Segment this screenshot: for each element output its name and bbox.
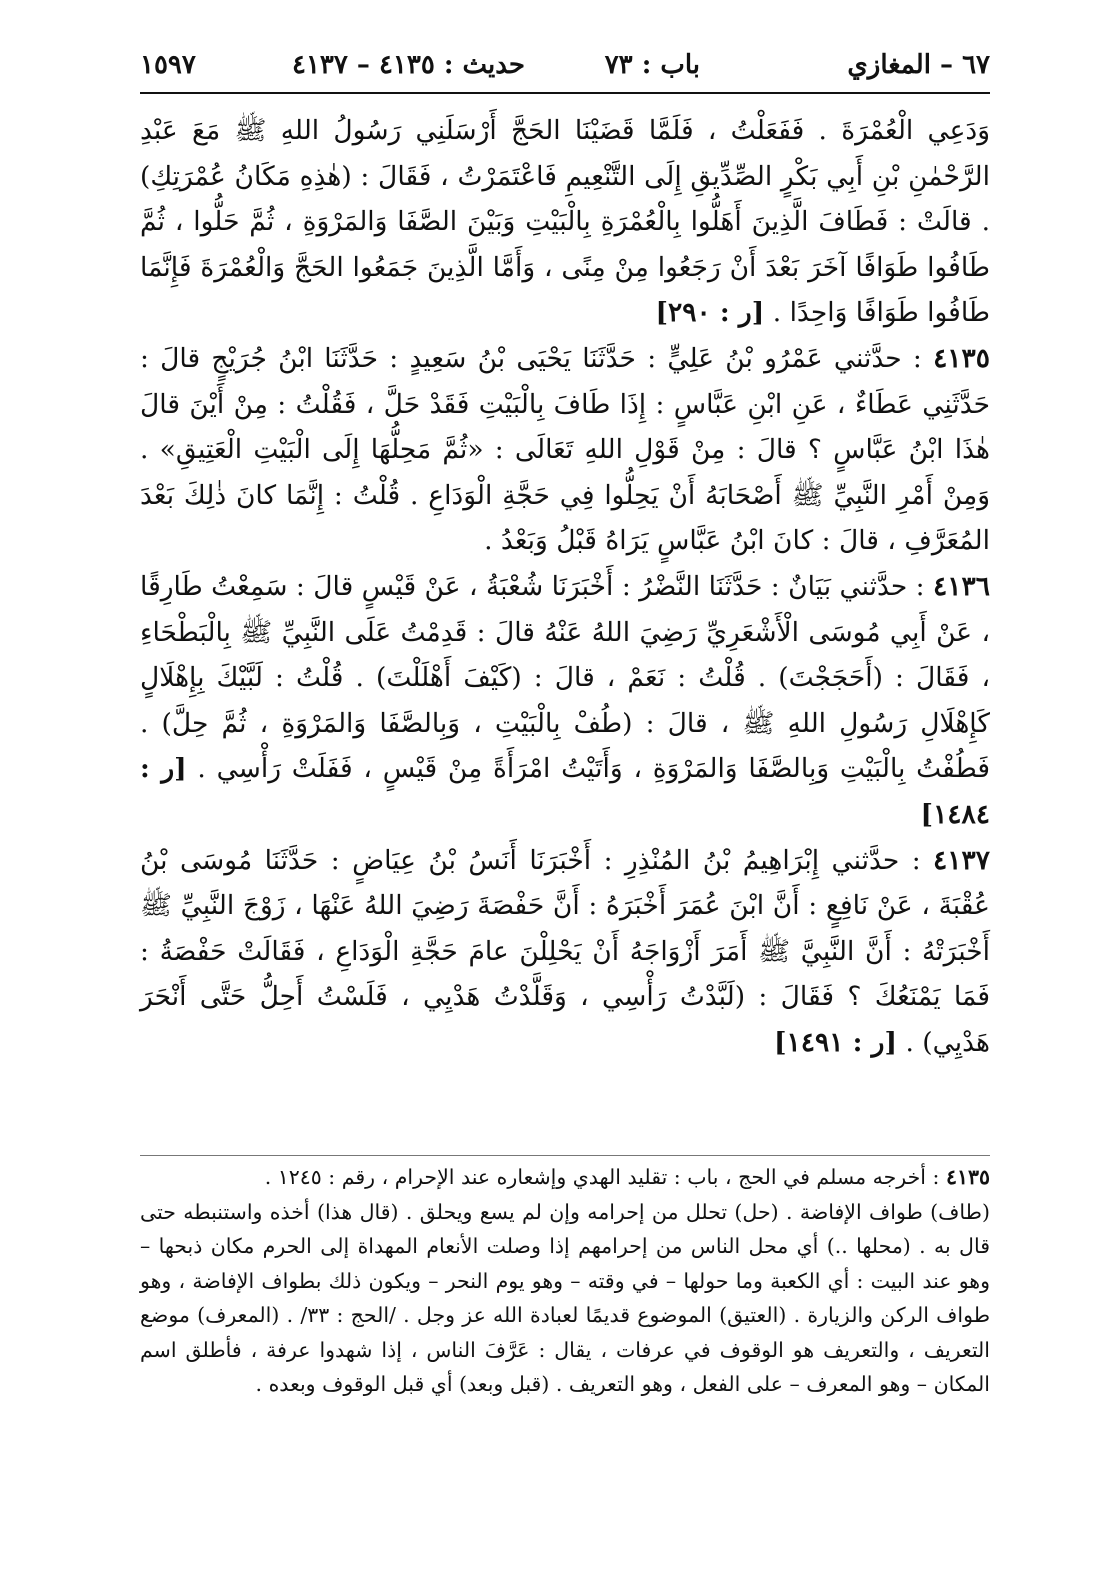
- footnote-source-text: : أخرجه مسلم في الحج ، باب : تقليد الهدي وإشعاره عند الإحرام ، رقم : ١٢٤٥ .: [264, 1165, 940, 1189]
- main-text: [140, 108, 990, 1065]
- header-divider: [140, 92, 990, 94]
- intro-paragraph: [140, 108, 990, 336]
- hadith-text: : حدَّثني بَيَانٌ : حَدَّثَنَا النَّضْرُ : أَخْبَرَنَا شُعْبَةُ ، عَنْ قَيْسٍ قالَ : سَمِعْتُ طَارِقًا ، عَنْ أَبِي مُوسَى الْأَشْعَرِيِّ رَضِيَ اللهُ عَنْهُ قالَ : قَدِمْتُ عَلَى النَّبِيِّ ﷺ بِالْبَطْحَاءِ ، فَقَالَ : (أَحَجَجْتَ) . قُلْتُ : نَعَمْ ، قالَ : (كَيْفَ أَهْلَلْتَ) . قُلْتُ : لَبَّيْكَ بِإِهْلَالٍ كَإِهْلَالِ رَسُولِ اللهِ ﷺ ، قالَ : (طُفْ بِالْبَيْتِ ، وَبِالصَّفَا وَالمَرْوَةِ ، ثُمَّ حِلَّ) . فَطُفْتُ بِالْبَيْتِ وَبِالصَّفَا وَالمَرْوَةِ ، وَأَتَيْتُ امْرَأَةً مِنْ قَيْسٍ ، فَفَلَتْ رَأْسِي .: [140, 570, 990, 785]
- intro-reference: [ر : ٢٩٠]: [655, 297, 765, 329]
- page-header: [140, 44, 990, 84]
- hadith-text: : حدَّثني إِبْرَاهِيمُ بْنُ المُنْذِرِ : أَخْبَرَنَا أَنَسُ بْنُ عِيَاضٍ : حَدَّثَنَا مُوسَى بْنُ عُقْبَةَ ، عَنْ نَافِعٍ : أَنَّ ابْنَ عُمَرَ أَخْبَرَهُ : أَنَّ حَفْصَةَ رَضِيَ اللهُ عَنْهَا ، زَوْجَ النَّبِيِّ ﷺ أَخْبَرَتْهُ : أَنَّ النَّبِيَّ ﷺ أَمَرَ أَزْوَاجَهُ أَنْ يَحْلِلْنَ عامَ حَجَّةِ الْوَدَاعِ ، فَقَالَتْ حَفْصَةُ : فَمَا يَمْنَعُكَ ؟ فَقَالَ : (لَبَّدْتُ رَأْسِي ، وَقَلَّدْتُ هَدْيِي ، فَلَسْتُ أَحِلُّ حَتَّى أَنْحَرَ هَدْيِي) .: [140, 844, 990, 1058]
- hadith-reference: [ر : ١٤٩١]: [773, 1026, 898, 1058]
- footnote-number: ٤١٣٥: [945, 1165, 990, 1189]
- hadith-number: ٤١٣٧: [933, 844, 990, 876]
- hadith-number: ٤١٣٥: [933, 342, 990, 374]
- footnote-divider: [140, 1155, 990, 1156]
- hadith-range: حديث : ٤١٣٥ – ٤١٣٧: [291, 50, 525, 80]
- hadith-text: : حدَّثني عَمْرُو بْنُ عَلِيٍّ : حَدَّثَنَا يَحْيَى بْنُ سَعِيدٍ : حَدَّثَنَا ابْنُ جُرَيْجٍ قالَ : حَدَّثَنِي عَطَاءٌ ، عَنِ ابْنِ عَبَّاسٍ : إِذَا طَافَ بِالْبَيْتِ فَقَدْ حَلَّ ، فَقُلْتُ : مِنْ أَيْنَ قالَ هٰذَا ابْنُ عَبَّاسٍ ؟ قالَ : مِنْ قَوْلِ اللهِ تَعَالَى : «ثُمَّ مَحِلُّهَا إِلَى الْبَيْتِ الْعَتِيقِ» . وَمِنْ أَمْرِ النَّبِيِّ ﷺ أَصْحَابَهُ أَنْ يَحِلُّوا فِي حَجَّةِ الْوَدَاعِ . قُلْتُ : إِنَّمَا كانَ ذٰلِكَ بَعْدَ المُعَرَّفِ ، قالَ : كانَ ابْنُ عَبَّاسٍ يَرَاهُ قَبْلُ وَبَعْدُ .: [140, 342, 990, 557]
- hadith-reference: [ر : ١٤٨٤]: [140, 753, 990, 830]
- hadith-number: ٤١٣٦: [933, 570, 990, 602]
- hadith-4137: [140, 838, 990, 1066]
- intro-text: وَدَعِي الْعُمْرَةَ . فَفَعَلْتُ ، فَلَمَّا قَضَيْنَا الحَجَّ أَرْسَلَنِي رَسُولُ اللهِ ﷺ مَعَ عَبْدِ الرَّحْمٰنِ بْنِ أَبِي بَكْرٍ الصِّدِّيقِ إِلَى التَّنْعِيمِ فَاعْتَمَرْتُ ، فَقَالَ : (هٰذِهِ مَكَانُ عُمْرَتِكِ) . قالَتْ : فَطَافَ الَّذِينَ أَهَلُّوا بِالْعُمْرَةِ بِالْبَيْتِ وَبَيْنَ الصَّفَا وَالمَرْوَةِ ، ثُمَّ حَلُّوا ، ثُمَّ طَافُوا طَوَافًا آخَرَ بَعْدَ أَنْ رَجَعُوا مِنْ مِنًى ، وَأَمَّا الَّذِينَ جَمَعُوا الحَجَّ وَالْعُمْرَةَ فَإِنَّمَا طَافُوا طَوَافًا وَاحِدًا .: [140, 115, 990, 329]
- page-number: ١٥٩٧: [140, 50, 196, 80]
- chapter-label: باب : ٧٣: [604, 50, 700, 80]
- footnote-glossary: (طاف) طواف الإفاضة . (حل) تحلل من إحرامه وإن لم يسع ويحلق . (قال هذا) أخذه واستنبطه حتى قال به . (محلها ..) أي محل الناس من إحرامهم إذا وصلت الأنعام المهداة إلى الحرم مكان ذبحها – وهو عند البيت : أي الكعبة وما حولها – في وقته – وهو يوم النحر – ويكون ذلك بطواف الإفاضة ، وهو طواف الركن والزيارة . (العتيق) الموضوع قديمًا لعبادة الله عز وجل . /الحج : ٣٣/ . (المعرف) موضع التعريف ، والتعريف هو الوقوف في عرفات ، يقال : عَرَّفَ الناس ، إذا شهدوا عرفة ، فأطلق اسم المكان – وهو المعرف – على الفعل ، وهو التعريف . (قبل وبعد) أي قبل الوقوف وبعده .: [140, 1199, 991, 1396]
- hadith-4135: [140, 336, 990, 564]
- footnote-source: [140, 1160, 990, 1195]
- footnotes: [140, 1160, 990, 1402]
- section-title: ٦٧ – المغازي: [847, 50, 990, 80]
- hadith-4136: [140, 564, 990, 838]
